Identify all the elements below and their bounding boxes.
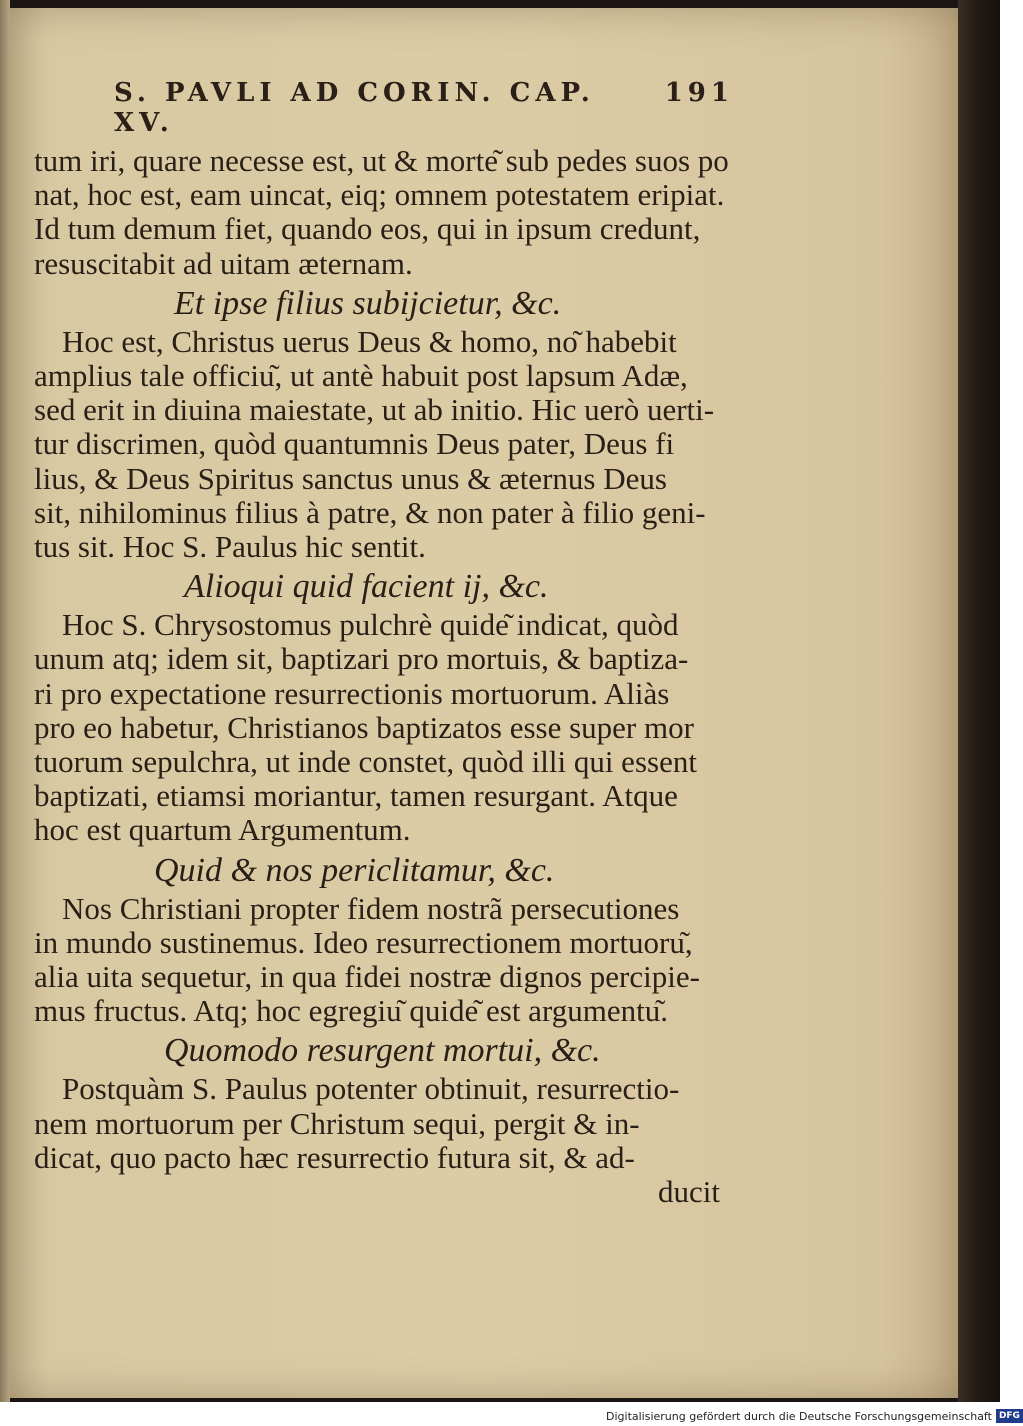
digitization-footer <box>606 1408 1023 1424</box>
text-line: dicat, quo pacto hæc resurrectio futura sit, & ad- <box>34 1139 635 1175</box>
dfg-logo: DFG <box>996 1409 1023 1423</box>
text-line: in mundo sustinemus. Ideo resurrectionem mortuoru͂, <box>34 924 693 960</box>
section-heading: Et ipse filius subijcietur, &c. <box>174 284 562 322</box>
paragraph <box>34 325 734 564</box>
text-line: amplius tale officiu͂, ut antè habuit post lapsum Adæ, <box>34 358 688 394</box>
text-line: nat, hoc est, eam uincat, eiq; omnem potestatem eripiat. <box>34 177 725 213</box>
text-line: tus sit. Hoc S. Paulus hic sentit. <box>34 529 426 565</box>
paragraph <box>34 892 734 1029</box>
text-line: nem mortuorum per Christum sequi, pergit & in- <box>34 1105 640 1141</box>
paragraph <box>34 144 734 281</box>
text-line: tur discrimen, quòd quantumnis Deus pater, Deus fi <box>34 426 675 462</box>
running-header <box>114 78 734 138</box>
text-line: mus fructus. Atq; hoc egregiu͂ quide͂ est argumentu͂. <box>34 993 668 1029</box>
footer-text: Digitalisierung gefördert durch die Deutsche Forschungsgemeinschaft <box>606 1409 992 1423</box>
section-heading: Quomodo resurgent mortui, &c. <box>164 1032 601 1070</box>
text-line: Id tum demum fiet, quando eos, qui in ipsum credunt, <box>34 211 701 247</box>
text-line: resuscitabit ad uitam æternam. <box>34 245 413 281</box>
section-heading: Quid & nos periclitamur, &c. <box>154 851 555 889</box>
page-number: 191 <box>664 78 734 108</box>
text-line: hoc est quartum Argumentum. <box>34 812 411 848</box>
text-line: baptizati, etiamsi moriantur, tamen resurgant. Atque <box>34 778 678 814</box>
section-heading: Alioqui quid facient ij, &c. <box>184 568 549 606</box>
paragraph <box>34 608 734 847</box>
text-line: Nos Christiani propter fidem nostrã persecutiones <box>62 890 680 926</box>
catchword: ducit <box>658 1174 720 1210</box>
running-title: S. PAVLI AD CORIN. CAP. XV. <box>114 78 595 138</box>
book-binding-right <box>958 0 1000 1402</box>
text-line: alia uita sequetur, in qua fidei nostræ dignos percipie- <box>34 959 700 995</box>
text-line: sed erit in diuina maiestate, ut ab initio. Hic uerò uerti- <box>34 392 715 428</box>
book-edge-left <box>0 0 10 1402</box>
text-line: unum atq; idem sit, baptizari pro mortuis, & baptiza- <box>34 641 689 677</box>
text-line: Hoc est, Christus uerus Deus & homo, no͂ habebit <box>62 323 677 359</box>
text-line: tuorum sepulchra, ut inde constet, quòd illi qui essent <box>34 744 697 780</box>
page-content <box>34 78 734 1209</box>
text-line: tum iri, quare necesse est, ut & morte͂ sub pedes suos po <box>34 143 729 178</box>
text-line: sit, nihilominus filius à patre, & non pater à filio geni- <box>34 494 706 530</box>
text-line: Postquàm S. Paulus potenter obtinuit, resurrectio- <box>62 1071 680 1107</box>
text-line: pro eo habetur, Christianos baptizatos esse super mor <box>34 709 694 745</box>
paragraph <box>34 1072 734 1175</box>
text-line: lius, & Deus Spiritus sanctus unus & æternus Deus <box>34 460 667 496</box>
text-line: ri pro expectatione resurrectionis mortuorum. Aliàs <box>34 675 670 711</box>
text-line: Hoc S. Chrysostomus pulchrè quide͂ indicat, quòd <box>62 607 679 643</box>
